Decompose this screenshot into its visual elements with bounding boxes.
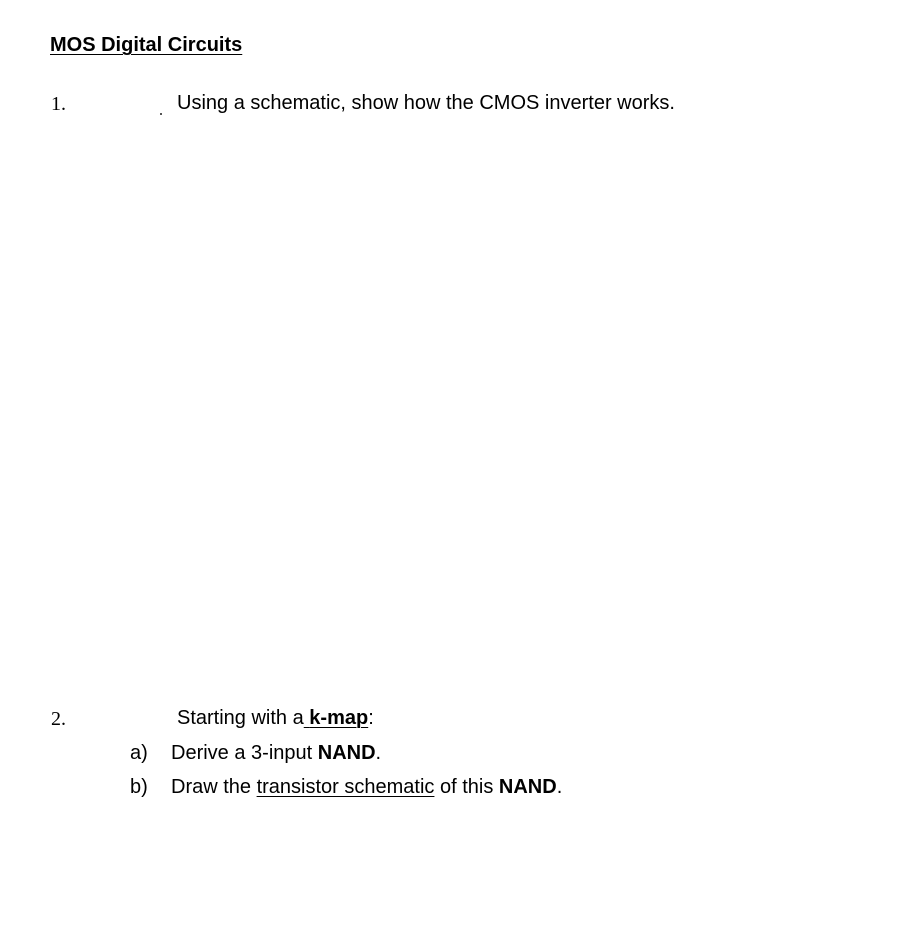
part-a-suffix: . <box>375 742 382 764</box>
part-b-suffix: . <box>556 776 563 798</box>
part-b-label: b) <box>130 776 148 798</box>
part-a-prefix: Derive a 3-input <box>171 742 318 764</box>
question-1-text: Using a schematic, show how the CMOS inverter works. <box>177 92 675 114</box>
question-1-number: 1. <box>51 93 66 115</box>
part-a-nand: NAND <box>317 742 376 764</box>
k-map-keyword: k-map <box>309 707 369 729</box>
scan-speck <box>160 113 162 115</box>
part-b-nand: NAND <box>498 776 557 798</box>
document-title: MOS Digital Circuits <box>50 34 243 56</box>
part-a-label: a) <box>130 742 148 764</box>
part-a-text <box>171 742 381 765</box>
transistor-schematic-phrase: transistor schematic <box>256 776 435 798</box>
question-2-number: 2. <box>51 708 66 730</box>
part-b-text <box>171 776 562 799</box>
question-2-intro <box>177 707 374 730</box>
question-2-intro-suffix: : <box>368 707 374 729</box>
part-b-middle: of this <box>434 776 499 798</box>
question-2-intro-prefix: Starting with a <box>177 707 304 729</box>
part-b-prefix: Draw the <box>171 776 257 798</box>
